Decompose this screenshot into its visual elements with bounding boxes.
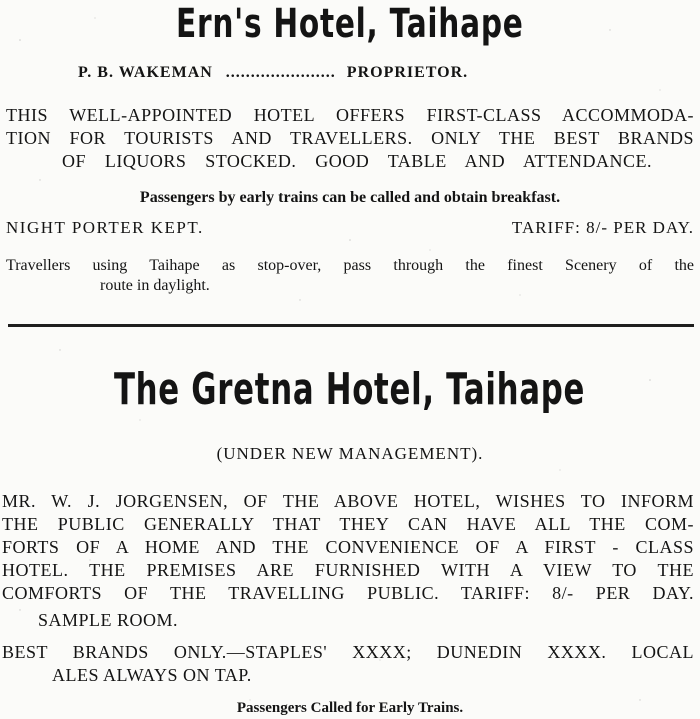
section-divider: [8, 324, 694, 327]
gretna-body-line-3: FORTS OF A HOME AND THE CONVENIENCE OF A FIRST - CLASS: [2, 537, 694, 557]
ern-tariff: TARIFF: 8/- PER DAY.: [511, 218, 694, 237]
ern-hotel-advertisement: [0, 0, 700, 310]
proprietor-dots: ......................: [225, 64, 336, 81]
breakfast-notice: Passengers by early trains can be called and obtain breakfast.: [139, 189, 561, 206]
ern-body-line-2: TION FOR TOURISTS AND TRAVELLERS. ONLY THE BEST BRANDS: [6, 128, 694, 148]
travellers-line-2: route in daylight.: [100, 277, 210, 294]
night-porter: NIGHT PORTER KEPT.: [6, 218, 204, 237]
ern-body-line-3: OF LIQUORS STOCKED. GOOD TABLE AND ATTENDANCE.: [62, 151, 652, 171]
gretna-hotel-title: The Gretna Hotel, Taihape: [114, 364, 586, 415]
proprietor-name: P. B. WAKEMAN: [78, 64, 213, 81]
sample-room: SAMPLE ROOM.: [38, 610, 179, 630]
gretna-body-line-4: HOTEL. THE PREMISES ARE FURNISHED WITH A VIEW TO THE: [2, 560, 694, 580]
gretna-hotel-advertisement: [0, 330, 700, 719]
brands-line-1: BEST BRANDS ONLY.—STAPLES' XXXX; DUNEDIN XXXX. LOCAL: [2, 642, 694, 662]
management-notice: (UNDER NEW MANAGEMENT).: [216, 444, 484, 463]
gretna-body-line-1: MR. W. J. JORGENSEN, OF THE ABOVE HOTEL, WISHES TO INFORM: [2, 491, 694, 511]
early-trains-notice: Passengers Called for Early Trains.: [236, 700, 464, 716]
brands-line-2: ALES ALWAYS ON TAP.: [52, 665, 252, 685]
gretna-body-line-2: THE PUBLIC GENERALLY THAT THEY CAN HAVE ALL THE COM-: [2, 514, 694, 534]
ern-body-line-1: THIS WELL-APPOINTED HOTEL OFFERS FIRST-CLASS ACCOMMODA-: [6, 105, 694, 125]
proprietor-role: PROPRIETOR.: [346, 64, 469, 81]
gretna-body-line-5: COMFORTS OF THE TRAVELLING PUBLIC. TARIFF: 8/- PER DAY.: [2, 583, 694, 603]
proprietor-line: [78, 64, 468, 82]
ern-hotel-title: Ern's Hotel, Taihape: [176, 1, 524, 47]
travellers-line-1: Travellers using Taihape as stop-over, pass through the finest Scenery of the: [6, 257, 694, 274]
